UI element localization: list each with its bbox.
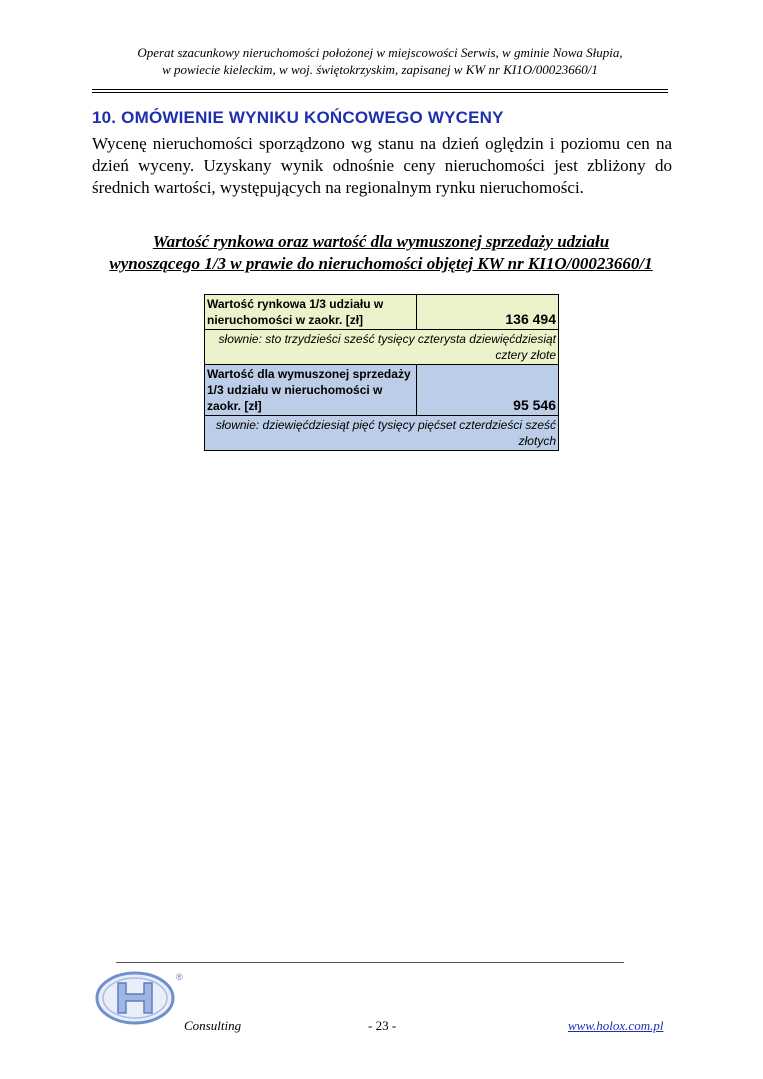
valuation-table [204, 294, 559, 451]
forced-sale-words: słownie: dziewięćdziesiąt pięć tysięcy pięćset czterdzieści sześć złotych [205, 416, 559, 451]
section-paragraph: Wycenę nieruchomości sporządzono wg stanu na dzień oględzin i poziomu cen na dzień wyceny. Uzyskany wynik odnośnie ceny nieruchomości jest zbliżony do średnich wartości, występujących na regionalnym rynku nieruchomości. [92, 134, 672, 197]
market-value-words-row [205, 330, 559, 365]
market-value-row [205, 295, 559, 330]
market-value-amount: 136 494 [417, 295, 559, 330]
page-number: - 23 - [368, 1018, 397, 1033]
footer-company: Consulting [184, 1018, 242, 1033]
header-divider-top [92, 89, 668, 90]
forced-sale-amount: 95 546 [417, 365, 559, 416]
forced-sale-row [205, 365, 559, 416]
forced-sale-label: Wartość dla wymuszonej sprzedaży 1/3 udziału w nieruchomości w zaokr. [zł] [205, 365, 417, 416]
footer-website-link[interactable]: www.holox.com.pl [568, 1018, 664, 1033]
holox-logo-icon [94, 968, 186, 1026]
value-heading-line-2: wynoszącego 1/3 w prawie do nieruchomości objętej KW nr KI1O/00023660/1 [109, 254, 653, 273]
header-divider-bottom [92, 92, 668, 93]
header-line-1: Operat szacunkowy nieruchomości położonej w miejscowości Serwis, w gminie Nowa Słupia, [137, 45, 623, 60]
section-title: 10. OMÓWIENIE WYNIKU KOŃCOWEGO WYCENY [92, 108, 504, 127]
header-line-2: w powiecie kieleckim, w woj. świętokrzyskim, zapisanej w KW nr KI1O/00023660/1 [162, 62, 598, 77]
page-header [92, 44, 668, 78]
value-heading-line-1: Wartość rynkowa oraz wartość dla wymuszonej sprzedaży udziału [152, 232, 610, 251]
market-value-words: słownie: sto trzydzieści sześć tysięcy czterysta dziewięćdziesiąt cztery złote [205, 330, 559, 365]
market-value-label: Wartość rynkowa 1/3 udziału w nieruchomości w zaokr. [zł] [205, 295, 417, 330]
forced-sale-words-row [205, 416, 559, 451]
value-heading [92, 231, 670, 275]
registered-mark: ® [176, 972, 183, 982]
footer-divider [116, 962, 624, 963]
